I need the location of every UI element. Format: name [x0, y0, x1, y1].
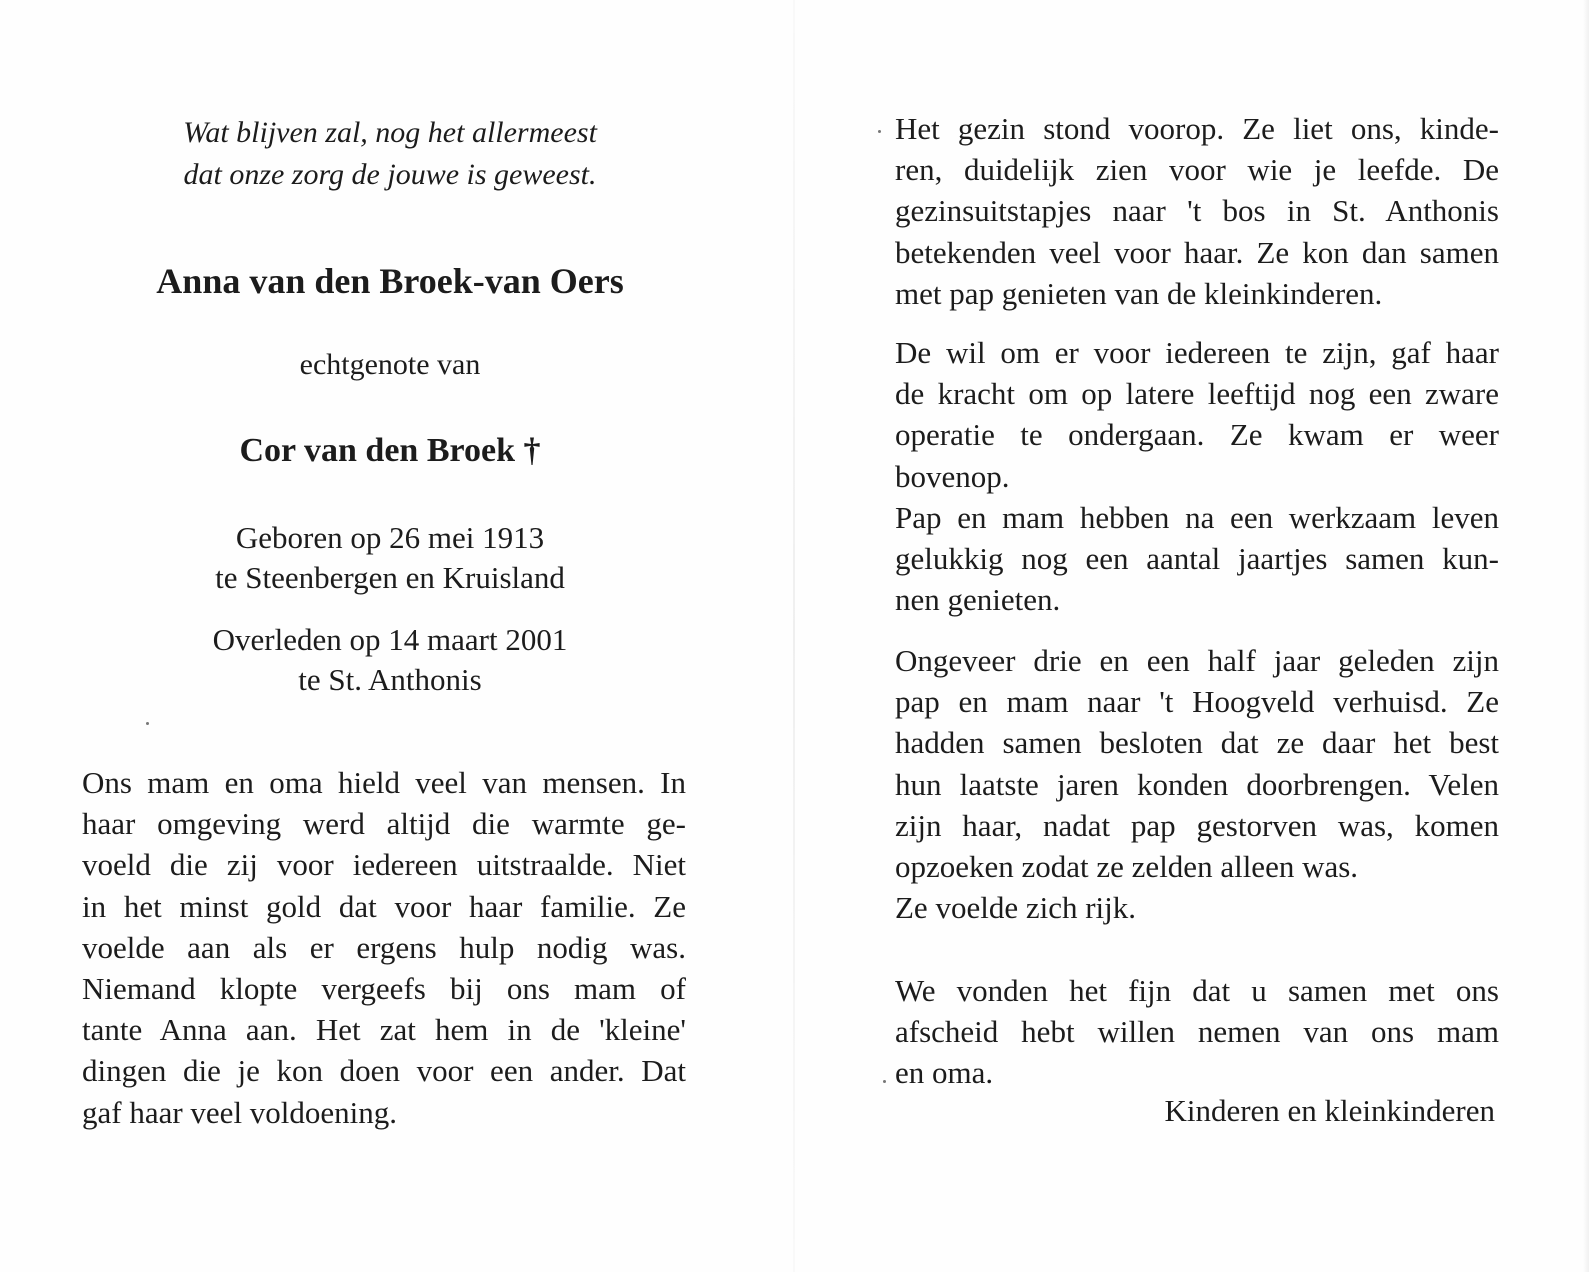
speck	[883, 1080, 886, 1083]
card-edge	[1583, 0, 1589, 1272]
text-line: bovenop.	[895, 458, 1010, 494]
text-line: Niemand klopte vergeefs bij ons mam of	[82, 971, 686, 1007]
text-line: Ze voelde zich rijk.	[895, 890, 1137, 926]
text-line: De wil om er voor iedereen te zijn, gaf haar	[895, 335, 1499, 370]
text-line: tante Anna aan. Het zat hem in de 'kleine'	[82, 1012, 686, 1048]
text-line: operatie te ondergaan. Ze kwam er weer	[895, 417, 1499, 453]
paragraph-family	[895, 108, 1499, 314]
text-line: Het gezin stond voorop. Ze liet ons, kinde-	[895, 111, 1499, 146]
paragraph-thanks	[895, 970, 1499, 1094]
poem-line: Wat blijven zal, nog het allermeest	[183, 116, 597, 149]
text-line: en oma.	[895, 1055, 994, 1091]
left-body-text	[82, 762, 686, 1133]
text-line: hun laatste jaren konden doorbrengen. Velen	[895, 766, 1499, 802]
signature: Kinderen en kleinkinderen	[1164, 1093, 1495, 1128]
speck	[146, 722, 149, 725]
text-line: met pap genieten van de kleinkinderen.	[895, 275, 1383, 311]
birth-place: te Steenbergen en Kruisland	[215, 560, 565, 595]
poem	[82, 100, 698, 196]
text-line: Ons mam en oma hield veel van mensen. In	[82, 765, 686, 800]
text-line: Ongeveer drie en een half jaar geleden zijn	[895, 643, 1499, 678]
text-line: dingen die je kon doen voor een ander. Dat	[82, 1053, 686, 1089]
deceased-name: Anna van den Broek-van Oers	[156, 261, 624, 301]
text-line: haar omgeving werd altijd die warmte ge-	[82, 806, 686, 842]
text-line: de kracht om op latere leeftijd nog een zware	[895, 376, 1499, 412]
text-line: opzoeken zodat ze zelden alleen was.	[895, 849, 1359, 885]
text-line: afscheid hebt willen nemen van ons mam	[895, 1014, 1499, 1050]
text-line: gaf haar veel voldoening.	[82, 1094, 398, 1130]
text-line: voeld die zij voor iedereen uitstraalde. Niet	[82, 847, 686, 883]
paragraph-operation	[895, 332, 1499, 620]
text-line: nen genieten.	[895, 582, 1061, 618]
text-line: hadden samen besloten dat ze daar het best	[895, 725, 1499, 761]
text-line: betekenden veel voor haar. Ze kon dan samen	[895, 234, 1499, 270]
text-line: gezinsuitstapjes naar 't bos in St. Anthonis	[895, 193, 1499, 229]
text-line: pap en mam naar 't Hoogveld verhuisd. Ze	[895, 684, 1499, 720]
text-line: Pap en mam hebben na een werkzaam leven	[895, 499, 1499, 535]
birth-info	[82, 518, 698, 598]
birth-date: Geboren op 26 mei 1913	[235, 520, 545, 555]
fold-line	[793, 0, 795, 1272]
text-line: voelde aan als er ergens hulp nodig was.	[82, 929, 686, 965]
spouse-name: Cor van den Broek †	[239, 432, 541, 469]
death-info	[82, 620, 698, 700]
death-date: Overleden op 14 maart 2001	[212, 622, 568, 657]
text-line: ren, duidelijk zien voor wie je leefde. De	[895, 152, 1499, 188]
paragraph-hoogveld	[895, 640, 1499, 928]
death-place: te St. Anthonis	[298, 662, 482, 697]
spouse-label: echtgenote van	[299, 348, 481, 381]
left-panel	[82, 100, 698, 1130]
poem-line: dat onze zorg de jouwe is geweest.	[183, 158, 597, 191]
text-line: zijn haar, nadat pap gestorven was, komen	[895, 807, 1499, 843]
text-line: in het minst gold dat voor haar familie. Ze	[82, 888, 686, 924]
text-line: gelukkig nog een aantal jaartjes samen kun-	[895, 541, 1499, 577]
speck	[878, 130, 881, 133]
text-line: We vonden het fijn dat u samen met ons	[895, 973, 1499, 1008]
